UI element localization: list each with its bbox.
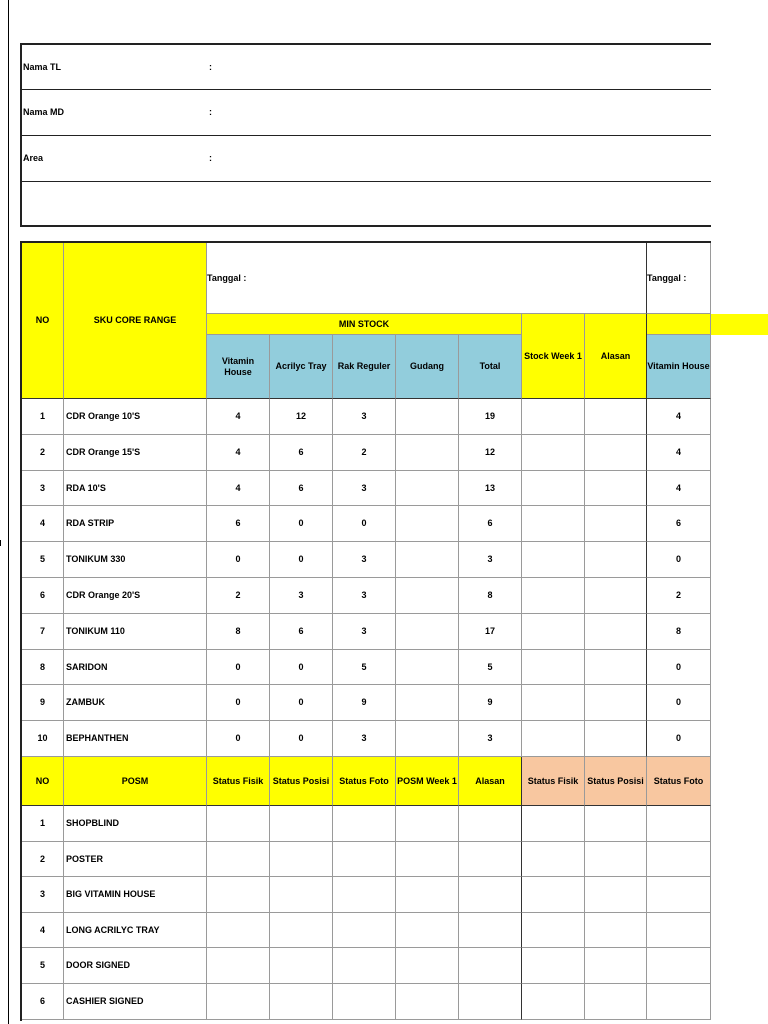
- header-tanggal-2[interactable]: Tanggal :: [647, 243, 711, 314]
- header-tanggal-1[interactable]: Tanggal :: [207, 243, 647, 314]
- sku-row-cell-alasan[interactable]: [585, 650, 647, 685]
- posm-row-cell[interactable]: [459, 948, 522, 984]
- sku-row-cell-at[interactable]: 0: [270, 542, 333, 578]
- sku-row-cell-stock-week[interactable]: [522, 650, 585, 685]
- sku-row-cell-rr[interactable]: 2: [333, 435, 396, 471]
- sku-row-cell-vh2[interactable]: 0: [647, 685, 711, 721]
- sku-row-cell-vh2[interactable]: 4: [647, 399, 711, 435]
- posm-row-cell[interactable]: [522, 806, 585, 842]
- posm-row-cell[interactable]: [396, 913, 459, 948]
- sku-row-no: 9: [22, 685, 64, 721]
- posm-row-cell[interactable]: [333, 877, 396, 913]
- posm-row-cell[interactable]: [647, 984, 711, 1020]
- info-value-field[interactable]: :: [209, 62, 212, 72]
- posm-row-name: POSTER: [64, 842, 207, 877]
- posm-row-cell[interactable]: [459, 913, 522, 948]
- posm-row-name: DOOR SIGNED: [64, 948, 207, 984]
- header-vitamin-house: Vitamin House: [207, 335, 270, 399]
- info-row-nama-tl: [22, 45, 711, 90]
- sku-row-cell-stock-week[interactable]: [522, 578, 585, 614]
- sku-row-cell-stock-week[interactable]: [522, 685, 585, 721]
- sku-row-cell-stock-week[interactable]: [522, 435, 585, 471]
- sku-row-cell-alasan[interactable]: [585, 685, 647, 721]
- sku-row-cell-vh[interactable]: 0: [207, 650, 270, 685]
- sku-row-cell-gd[interactable]: [396, 578, 459, 614]
- sku-row-cell-rr[interactable]: 3: [333, 614, 396, 650]
- posm-row-cell[interactable]: [459, 806, 522, 842]
- posm-row-cell[interactable]: [647, 806, 711, 842]
- posm-header-col: POSM Week 1: [396, 757, 459, 806]
- header-min-stock-2: [647, 314, 711, 335]
- sku-row-name: BEPHANTHEN: [64, 721, 207, 757]
- sku-row-name: TONIKUM 110: [64, 614, 207, 650]
- posm-row-cell[interactable]: [333, 913, 396, 948]
- posm-row-cell[interactable]: [207, 984, 270, 1020]
- posm-header-col: Status Posisi: [270, 757, 333, 806]
- posm-row-cell[interactable]: [585, 842, 647, 877]
- posm-row-cell[interactable]: [333, 842, 396, 877]
- posm-row-name: SHOPBLIND: [64, 806, 207, 842]
- posm-row-cell[interactable]: [585, 948, 647, 984]
- sku-row-cell-vh2[interactable]: 4: [647, 471, 711, 506]
- sku-row-cell-at[interactable]: 6: [270, 435, 333, 471]
- sku-row-name: RDA 10'S: [64, 471, 207, 506]
- sku-row-cell-tot[interactable]: 3: [459, 721, 522, 757]
- posm-header-col: Alasan: [459, 757, 522, 806]
- sku-row-cell-gd[interactable]: [396, 721, 459, 757]
- sku-row-cell-vh[interactable]: 4: [207, 399, 270, 435]
- sku-row-name: CDR Orange 15'S: [64, 435, 207, 471]
- header-rak-reguler: Rak Reguler: [333, 335, 396, 399]
- sku-row-name: CDR Orange 10'S: [64, 399, 207, 435]
- posm-row-cell[interactable]: [270, 806, 333, 842]
- posm-row-cell[interactable]: [585, 984, 647, 1020]
- sku-row-cell-vh[interactable]: 6: [207, 506, 270, 542]
- sku-row-cell-alasan[interactable]: [585, 542, 647, 578]
- sku-row-cell-vh2[interactable]: 4: [647, 435, 711, 471]
- posm-row-cell[interactable]: [207, 842, 270, 877]
- header-acrilyc-tray: Acrilyc Tray: [270, 335, 333, 399]
- sku-row-cell-tot[interactable]: 5: [459, 650, 522, 685]
- posm-header-col: Status Fisik: [522, 757, 585, 806]
- sku-row-cell-stock-week[interactable]: [522, 614, 585, 650]
- info-value-field[interactable]: :: [209, 153, 212, 163]
- sku-row-cell-gd[interactable]: [396, 399, 459, 435]
- sku-row-cell-rr[interactable]: 3: [333, 578, 396, 614]
- sku-row-cell-vh2[interactable]: 0: [647, 721, 711, 757]
- sku-row-cell-vh[interactable]: 8: [207, 614, 270, 650]
- posm-header-no: NO: [22, 757, 64, 806]
- sku-row-cell-vh2[interactable]: 2: [647, 578, 711, 614]
- sku-row-cell-stock-week[interactable]: [522, 506, 585, 542]
- posm-row-cell[interactable]: [459, 842, 522, 877]
- posm-row-cell[interactable]: [207, 948, 270, 984]
- posm-row-cell[interactable]: [522, 913, 585, 948]
- posm-row-no: 6: [22, 984, 64, 1020]
- info-label: Nama TL: [23, 62, 62, 72]
- sku-row-cell-gd[interactable]: [396, 506, 459, 542]
- posm-row-no: 3: [22, 877, 64, 913]
- sku-row-cell-tot[interactable]: 6: [459, 506, 522, 542]
- posm-row-cell[interactable]: [333, 948, 396, 984]
- posm-row-cell[interactable]: [396, 806, 459, 842]
- header-total: Total: [459, 335, 522, 399]
- sku-row-cell-gd[interactable]: [396, 614, 459, 650]
- sku-row-cell-at[interactable]: 6: [270, 471, 333, 506]
- sku-row-cell-vh[interactable]: 2: [207, 578, 270, 614]
- sku-row-cell-gd[interactable]: [396, 650, 459, 685]
- sku-row-cell-alasan[interactable]: [585, 435, 647, 471]
- sku-row-cell-gd[interactable]: [396, 435, 459, 471]
- posm-row-cell[interactable]: [207, 806, 270, 842]
- posm-row-cell[interactable]: [585, 913, 647, 948]
- sku-row-cell-vh[interactable]: 4: [207, 435, 270, 471]
- header-sku-core-range: SKU CORE RANGE: [64, 243, 207, 399]
- info-value-field[interactable]: :: [209, 107, 212, 117]
- sku-row-no: 8: [22, 650, 64, 685]
- posm-row-cell[interactable]: [459, 877, 522, 913]
- posm-row-cell[interactable]: [522, 984, 585, 1020]
- posm-row-no: 4: [22, 913, 64, 948]
- posm-row-cell[interactable]: [396, 842, 459, 877]
- sku-row-name: ZAMBUK: [64, 685, 207, 721]
- sku-row-no: 6: [22, 578, 64, 614]
- sku-row-cell-tot[interactable]: 9: [459, 685, 522, 721]
- sku-row-cell-vh[interactable]: 0: [207, 721, 270, 757]
- sku-row-cell-stock-week[interactable]: [522, 721, 585, 757]
- sku-row-no: 10: [22, 721, 64, 757]
- sku-row-no: 2: [22, 435, 64, 471]
- posm-row-cell[interactable]: [270, 877, 333, 913]
- posm-row-cell[interactable]: [647, 877, 711, 913]
- sku-row-cell-stock-week[interactable]: [522, 471, 585, 506]
- posm-row-cell[interactable]: [207, 877, 270, 913]
- posm-row-cell[interactable]: [396, 948, 459, 984]
- left-border-tick: [0, 540, 1, 546]
- sku-row-cell-tot[interactable]: 13: [459, 471, 522, 506]
- sku-row-cell-alasan[interactable]: [585, 506, 647, 542]
- header-gudang: Gudang: [396, 335, 459, 399]
- info-row-area: [22, 136, 711, 182]
- sku-row-cell-at[interactable]: 6: [270, 614, 333, 650]
- sku-row-cell-alasan[interactable]: [585, 399, 647, 435]
- sku-row-cell-at[interactable]: 3: [270, 578, 333, 614]
- info-label: Nama MD: [23, 107, 65, 117]
- posm-row-no: 1: [22, 806, 64, 842]
- sku-row-cell-alasan[interactable]: [585, 614, 647, 650]
- sku-row-cell-vh[interactable]: 0: [207, 542, 270, 578]
- posm-row-cell[interactable]: [585, 806, 647, 842]
- sku-row-cell-at[interactable]: 0: [270, 650, 333, 685]
- yellow-header-overflow: [711, 314, 768, 335]
- sku-row-name: RDA STRIP: [64, 506, 207, 542]
- info-row-nama-md: [22, 90, 711, 136]
- sku-row-cell-at[interactable]: 0: [270, 685, 333, 721]
- sku-row-cell-gd[interactable]: [396, 542, 459, 578]
- sku-row-name: CDR Orange 20'S: [64, 578, 207, 614]
- sku-row-name: SARIDON: [64, 650, 207, 685]
- sku-row-no: 3: [22, 471, 64, 506]
- posm-row-cell[interactable]: [647, 842, 711, 877]
- sku-row-cell-vh[interactable]: 0: [207, 685, 270, 721]
- sku-row-no: 5: [22, 542, 64, 578]
- posm-row-cell[interactable]: [396, 984, 459, 1020]
- sku-row-cell-rr[interactable]: 3: [333, 399, 396, 435]
- header-no: NO: [22, 243, 64, 399]
- sku-row-cell-rr[interactable]: 0: [333, 506, 396, 542]
- sku-row-cell-at[interactable]: 0: [270, 506, 333, 542]
- header-alasan: Alasan: [585, 314, 647, 399]
- posm-row-cell[interactable]: [522, 948, 585, 984]
- sku-row-cell-rr[interactable]: 5: [333, 650, 396, 685]
- sku-row-cell-vh2[interactable]: 0: [647, 542, 711, 578]
- sku-row-cell-alasan[interactable]: [585, 578, 647, 614]
- posm-row-name: BIG VITAMIN HOUSE: [64, 877, 207, 913]
- sku-row-cell-tot[interactable]: 12: [459, 435, 522, 471]
- sku-row-name: TONIKUM 330: [64, 542, 207, 578]
- sku-row-cell-tot[interactable]: 8: [459, 578, 522, 614]
- header-stock-week-1: Stock Week 1: [522, 314, 585, 399]
- sku-row-no: 7: [22, 614, 64, 650]
- posm-row-cell[interactable]: [459, 984, 522, 1020]
- sku-row-cell-vh2[interactable]: 6: [647, 506, 711, 542]
- sku-row-cell-tot[interactable]: 3: [459, 542, 522, 578]
- posm-row-no: 5: [22, 948, 64, 984]
- sku-row-cell-tot[interactable]: 17: [459, 614, 522, 650]
- sku-row-cell-vh2[interactable]: 8: [647, 614, 711, 650]
- posm-row-cell[interactable]: [333, 984, 396, 1020]
- sku-row-cell-vh[interactable]: 4: [207, 471, 270, 506]
- posm-row-cell[interactable]: [270, 948, 333, 984]
- sku-row-cell-rr[interactable]: 3: [333, 542, 396, 578]
- posm-row-cell[interactable]: [522, 842, 585, 877]
- posm-header-posm: POSM: [64, 757, 207, 806]
- posm-row-cell[interactable]: [207, 913, 270, 948]
- sku-row-cell-stock-week[interactable]: [522, 542, 585, 578]
- sku-row-cell-vh2[interactable]: 0: [647, 650, 711, 685]
- info-label: Area: [23, 153, 44, 163]
- posm-row-cell[interactable]: [522, 877, 585, 913]
- sku-row-cell-rr[interactable]: 3: [333, 721, 396, 757]
- sku-row-no: 1: [22, 399, 64, 435]
- sku-row-cell-gd[interactable]: [396, 471, 459, 506]
- posm-row-name: LONG ACRILYC TRAY: [64, 913, 207, 948]
- posm-row-cell[interactable]: [647, 948, 711, 984]
- sku-row-cell-at[interactable]: 12: [270, 399, 333, 435]
- sku-row-cell-alasan[interactable]: [585, 471, 647, 506]
- posm-row-name: CASHIER SIGNED: [64, 984, 207, 1020]
- sku-row-cell-at[interactable]: 0: [270, 721, 333, 757]
- posm-header-col: Status Posisi: [585, 757, 647, 806]
- header-min-stock: MIN STOCK: [207, 314, 522, 335]
- sku-row-cell-stock-week[interactable]: [522, 399, 585, 435]
- posm-row-cell[interactable]: [270, 842, 333, 877]
- sku-row-no: 4: [22, 506, 64, 542]
- left-border-line: [8, 0, 9, 1024]
- info-block: [20, 43, 711, 227]
- header-vitamin-house-2: Vitamin House: [647, 335, 711, 399]
- sku-row-cell-rr[interactable]: 3: [333, 471, 396, 506]
- sku-row-cell-rr[interactable]: 9: [333, 685, 396, 721]
- posm-row-cell[interactable]: [270, 984, 333, 1020]
- posm-row-cell[interactable]: [647, 913, 711, 948]
- sku-row-cell-gd[interactable]: [396, 685, 459, 721]
- posm-header-col: Status Foto: [647, 757, 711, 806]
- posm-row-cell[interactable]: [396, 877, 459, 913]
- posm-row-cell[interactable]: [333, 806, 396, 842]
- posm-row-cell[interactable]: [585, 877, 647, 913]
- posm-header-col: Status Fisik: [207, 757, 270, 806]
- sku-row-cell-alasan[interactable]: [585, 721, 647, 757]
- posm-row-cell[interactable]: [270, 913, 333, 948]
- posm-header-col: Status Foto: [333, 757, 396, 806]
- posm-row-no: 2: [22, 842, 64, 877]
- sku-row-cell-tot[interactable]: 19: [459, 399, 522, 435]
